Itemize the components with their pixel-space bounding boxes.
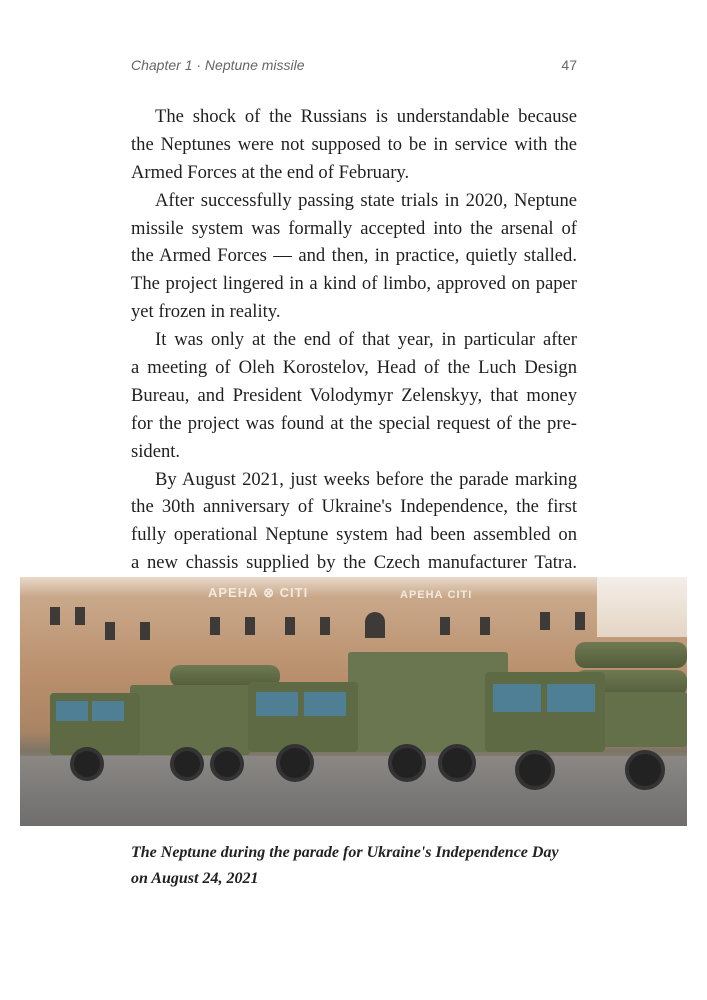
text-line: Bureau, and President Volodymyr Zelenskyy, that money: [131, 384, 577, 406]
text-line: The project lingered in a kind of limbo, approved on paper: [131, 273, 577, 295]
sky: [597, 577, 687, 637]
text-line: yet frozen in reality.: [131, 301, 281, 323]
text-line: missile system was formally accepted into the arsenal of: [131, 217, 577, 239]
photo-caption: [131, 840, 591, 892]
truck: [485, 632, 687, 802]
text-line: a new chassis supplied by the Czech manufacturer Tatra.: [131, 552, 577, 574]
truck: [50, 665, 280, 785]
running-title: Chapter 1 · Neptune missile: [131, 57, 305, 73]
text-line: the Armed Forces — and then, in practice, quietly stalled.: [131, 245, 577, 267]
text-line: fully operational Neptune system had been assembled on: [131, 524, 577, 546]
caption-line: The Neptune during the parade for Ukraine's Independence Day: [131, 844, 559, 861]
text-line: By August 2021, just weeks before the parade marking: [155, 468, 577, 490]
text-line: The shock of the Russians is understandable because: [155, 106, 577, 127]
caption-line: on August 24, 2021: [131, 870, 259, 887]
body-text: [131, 103, 577, 577]
text-line: for the project was found at the special request of the pre-: [131, 412, 577, 434]
text-line: Armed Forces at the end of February.: [131, 161, 410, 183]
building-sign: АРЕНА СІТІ: [400, 589, 473, 601]
text-line: After successfully passing state trials in 2020, Neptune: [155, 189, 577, 211]
truck: [248, 652, 508, 792]
text-line: the Neptunes were not supposed to be in service with the: [131, 133, 577, 155]
text-line: sident.: [131, 440, 181, 462]
text-line: a meeting of Oleh Korostelov, Head of the Luch Design: [131, 357, 577, 379]
text-line: It was only at the end of that year, in particular after: [155, 329, 577, 351]
page-number: 47: [561, 57, 577, 73]
text-line: the 30th anniversary of Ukraine's Independence, the first: [131, 496, 577, 518]
running-header: [131, 57, 577, 77]
building-sign: АРЕНА ⊗ СІТІ: [208, 585, 309, 600]
parade-photo: [20, 577, 687, 826]
